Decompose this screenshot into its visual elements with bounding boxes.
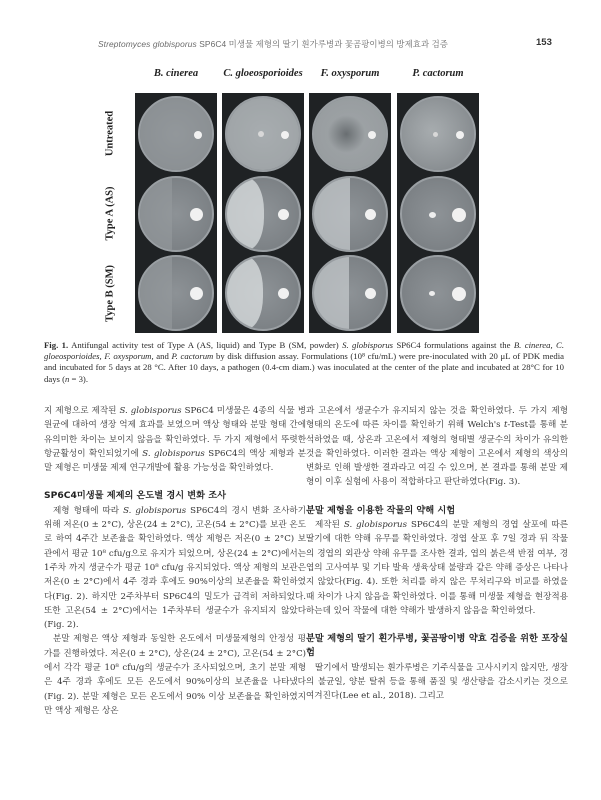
running-head [98, 38, 498, 50]
column-header-p-cactorum: P. cactorum [412, 68, 464, 79]
species-name: S. globisporus [119, 406, 182, 416]
plate-untreated [400, 96, 476, 172]
plate-type-a [400, 176, 476, 252]
paragraph [306, 404, 568, 490]
species-name: S. globisporus [123, 505, 187, 516]
caption-pathogen: P. cactorum [171, 351, 214, 362]
plate-type-b [138, 255, 214, 331]
figure-1 [100, 62, 490, 334]
text: 제형 형태에 따라 [53, 505, 124, 516]
caption-text: and [153, 351, 172, 362]
plate-untreated [138, 96, 214, 172]
column-header-b-cinerea: B. cinerea [153, 68, 199, 79]
running-head-species: Streptomyces globisporus [98, 39, 197, 49]
panel-b-cinerea [135, 93, 217, 333]
section-heading-field-trial: 분말 제형의 딸기 흰가루병, 꽃곰팡이병 약효 검증을 위한 포장실험 [306, 633, 568, 659]
plate-type-b [225, 255, 301, 331]
caption-n: n [65, 373, 70, 384]
column-header-c-gloeosporioides: C. gloeosporioides [223, 68, 303, 79]
column-header-f-oxysporum: F. oxysporum [320, 68, 380, 79]
plate-type-a [138, 176, 214, 252]
caption-label: Fig. 1. [44, 340, 69, 350]
row-label-type-a: Type A (AS) [104, 186, 116, 241]
paragraph [306, 518, 568, 618]
plate-type-b [400, 255, 476, 331]
page-number: 153 [536, 37, 552, 48]
caption-pathogens: B. cinerea, C. gloeosporioides, F. oxysporum, [44, 340, 564, 362]
panel-c-gloeosporioides [222, 93, 304, 333]
text: SP6C4의 액상 제형과 분말 제형은 미생물 제제 연구개발에 활용 가능성을 확인하였다. [44, 448, 306, 474]
section-heading-phytotoxicity: 분말 제형을 이용한 작물의 약해 시험 [306, 504, 456, 516]
section-heading-stability: SP6C4미생물 제제의 온도별 경시 변화 조사 [44, 490, 226, 502]
plate-untreated [225, 96, 301, 172]
caption-text: by disk diffusion assay. Formulations (10⁸ cfu/mL) were pre-inoculated with 20 μL of PDK media and incubated for 5 days at 28 °C. After 10 days, a pathogen (0.4-cm diam.) was inoculated at the center of the plate and incubated at 28°C for 10 days ( [44, 351, 565, 384]
right-column [306, 404, 568, 704]
plate-type-b [312, 255, 388, 331]
plate-untreated [312, 96, 388, 172]
panel-p-cactorum [397, 93, 479, 333]
italic-t: t [503, 420, 508, 431]
text: 과 고온에서 생균수가 유지되지 않는 것을 확인하였다. 두 가지 제형 형태의 온도에 따른 차이를 확인하기 위해 Welch's [306, 406, 568, 431]
text: -Test를 통해 분석하였을 때, 상온과 고온에서 제형의 형태별 생균수의 차이가 유의한 것을 확인하였다. 이러한 결과는 액상 제형이 고온에서 제형의 색상의 변화로 인해 발생한 결과라고 여길 수 있으며, 본 결과를 통해 분말 제형이 이후 실험에 사용이 적합하다고 판단하였다(Fig. 3). [306, 420, 568, 488]
text: SP6C4의 분말 제형의 경엽 살포에 따른 딸기에 대한 약해 유무를 확인하였다. 경엽 살포 후 7일 경과 뒤 작물의 경엽의 외관상 약해 유무를 조사한 결과, 엽의 붉은색 반점 여부, 경엽의 고사여부 및 기타 발육 생육상태 불량과 같은 약해 증상은 나타나지 않았다(Fig. 4). 또한 처리를 하지 않은 무처리구와 비교를 하였을 때 차이가 나지 않음을 확인하였다. 이를 통해 미생물 제형을 현장적용 하는데 있어 작물에 대한 약해가 발생하지 않음을 확인하였다. [306, 520, 568, 616]
caption-species: S. globisporus [342, 340, 394, 350]
paragraph: 분말 제형은 액상 제형과 동일한 온도에서 미생물제형의 안정성 평가를 진행하였다. 저온(0 ± 2°C), 상온(24 ± 2°C), 고온(54 ± 2°C)에서 각각 평균 10⁸ cfu/g의 생균수가 조사되었으며, 초기 분말 제형은 4주 경과 후에도 모든 온도에서 90%이상의 보존율을 나타냈다(Fig. 2). 분말 제형은 모든 온도에서 90% 이상 보존율을 확인하였지만 액상 제형은 상온 [44, 634, 306, 716]
caption-text: SP6C4 formulations against the [393, 340, 514, 350]
paragraph [44, 504, 306, 633]
text: 제작된 [315, 520, 344, 531]
paragraph [44, 404, 306, 475]
caption-text: = 3). [69, 373, 88, 384]
plate-type-a [312, 176, 388, 252]
text: 지 제형으로 제작된 [44, 406, 120, 416]
figure-caption [44, 340, 564, 385]
paragraph: 딸기에서 발생되는 흰가루병은 기주식물을 고사시키지 않지만, 생장의 불균일, 양분 탈취 등을 통해 품질 및 생산량을 감소시키는 것으로 여겨진다(Lee et al., 2018). 그리고 [306, 662, 568, 702]
species-name: S. globisporus [343, 520, 407, 531]
text: SP6C4의 경시 변화 조사하기 위해 저온(0 ± 2°C), 상온(24 ± 2°C), 고온(54 ± 2°C)를 보관 온도로 하여 4주간 보존율을 확인하였다. 액상 제형은 저온(0 ± 2°C) 보관에서 평균 10⁸ cfu/g으로 유지가 되었으며, 상온(24 ± 2°C)에서는 1주차 까지 생균수가 평균 10⁸ cfu/g 유지되었다. 액상 제형의 보관은 저온(0 ± 2°C)에서 4주 경과 후에도 90%이상의 보존율을 확인하였다(Fig. 2). 하지만 2주차부터 SP6C4의 밀도가 급격히 저하되었다. 또한 고온(54 ± 2°C)에서는 1주차부터 생균수가 유지되지 않았다(Fig. 2). [44, 505, 306, 631]
running-head-title: SP6C4 미생물 제형의 딸기 흰가루병과 꽃곰팡이병의 방제효과 검증 [199, 39, 448, 49]
panel-f-oxysporum [309, 93, 391, 333]
left-column [44, 404, 306, 718]
caption-text: Antifungal activity test of Type A (AS, liquid) and Type B (SM, powder) [68, 340, 343, 350]
row-label-untreated: Untreated [104, 110, 116, 157]
plate-type-a [225, 176, 301, 252]
row-label-type-b: Type B (SM) [104, 265, 116, 322]
species-name: S. globisporus [142, 448, 205, 459]
text: SP6C4 미생물은 4종의 식물 병원균에 대하여 생장 억제 효과를 보였으며 액상 형태와 분말 형태 간에 유의미한 차이는 보이지 않음을 확인하였다. 두 가지 제형에서 뚜렷한 항균활성이 확인되었기에 [44, 406, 307, 459]
